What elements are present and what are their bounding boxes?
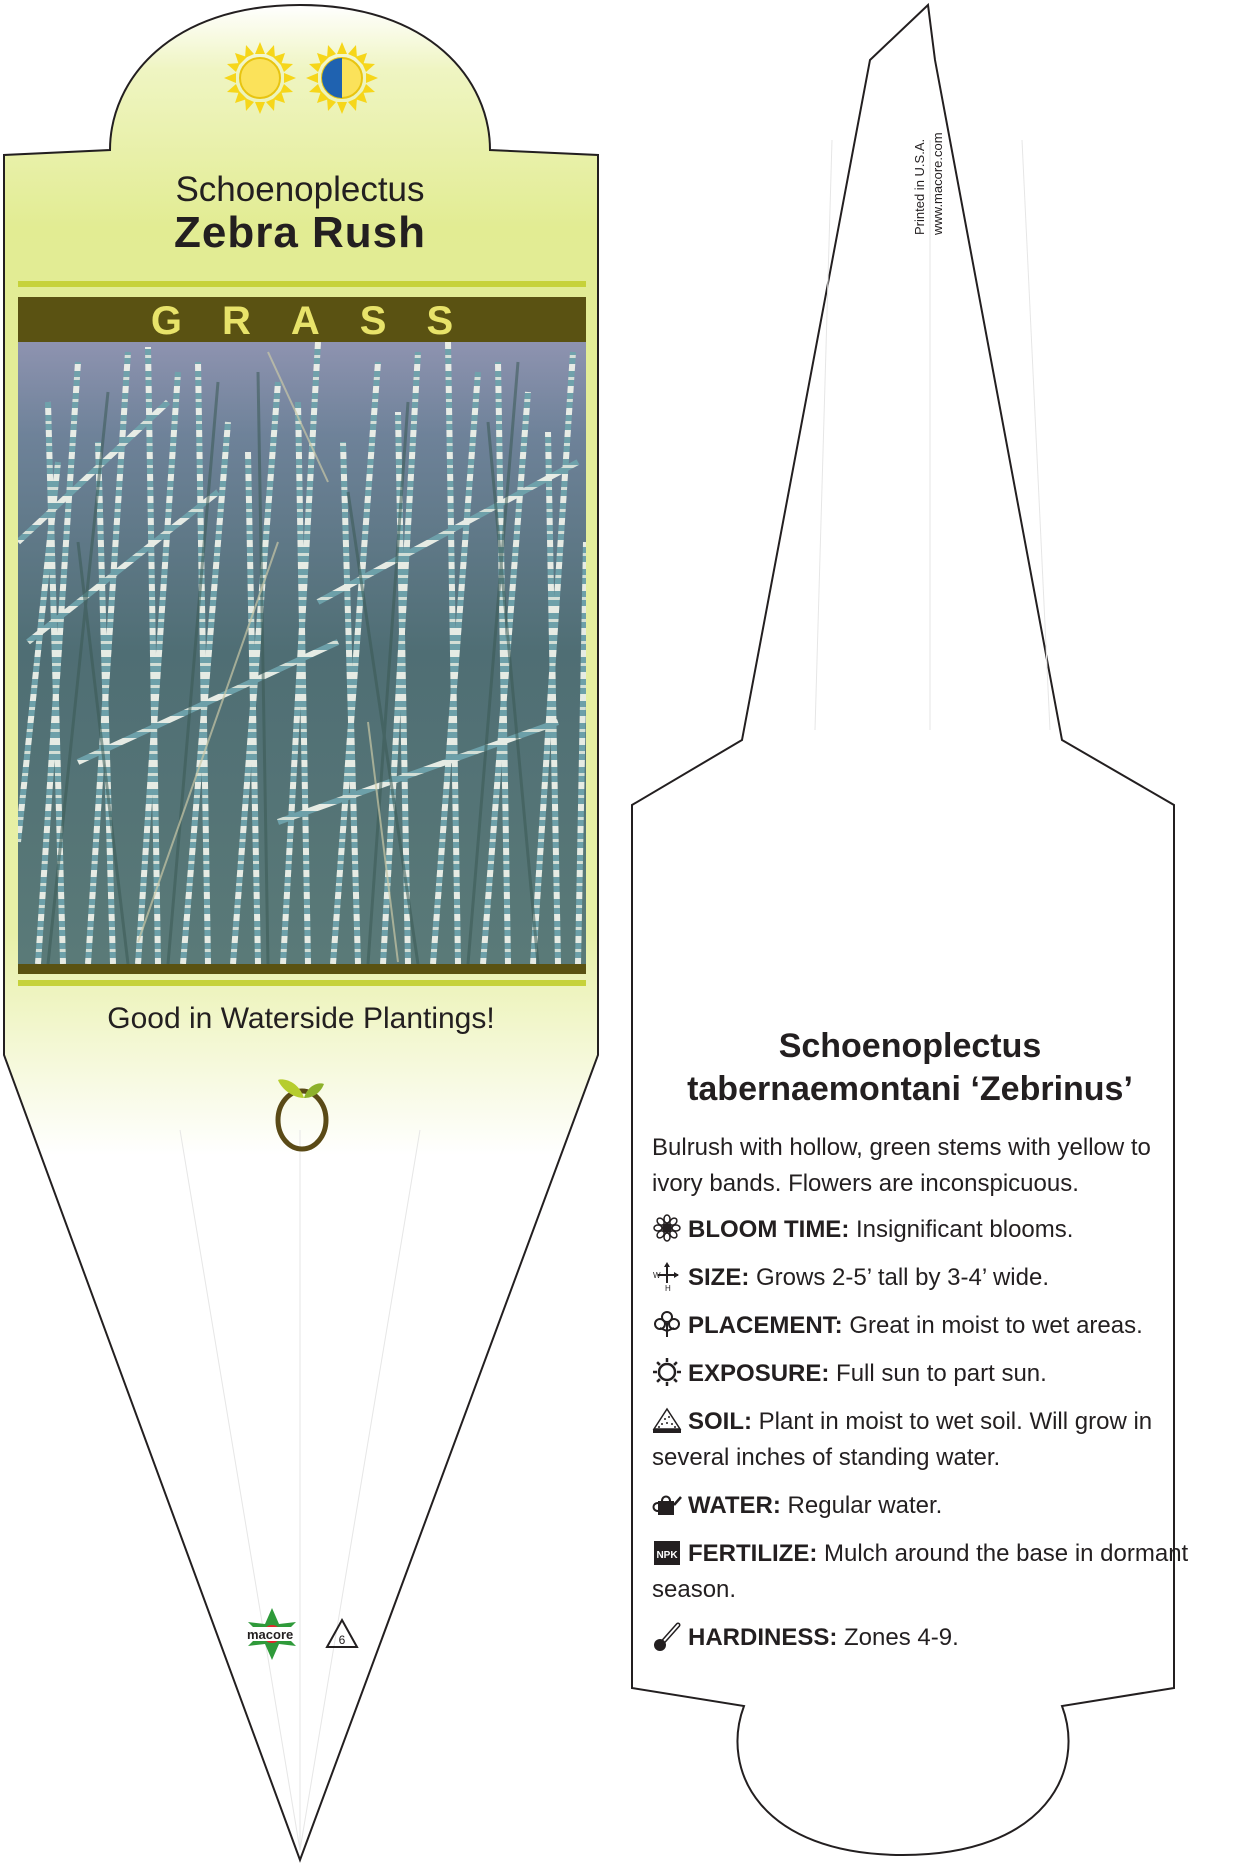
care-attribute-text: Zones 4-9. [837, 1624, 959, 1651]
recycle-code: 6 [338, 1633, 346, 1647]
npk-fertilizer-icon [652, 1537, 682, 1567]
sprout-logo [272, 1068, 332, 1152]
care-attribute-label: FERTILIZE: [688, 1540, 818, 1567]
front-sun-icons [222, 40, 382, 116]
care-attribute-bloom-time [652, 1212, 1200, 1248]
care-attribute-text: Regular water. [780, 1492, 943, 1519]
front-category-band: GRASS [150, 298, 494, 343]
care-attribute-label: WATER: [688, 1492, 781, 1519]
care-attribute-label: SIZE: [688, 1264, 750, 1291]
printed-in-usa: Printed in U.S.A. [912, 138, 927, 235]
back-botanical-name [640, 1025, 1180, 1111]
full-sun-icon [224, 42, 296, 114]
care-attribute-text: Great in moist to wet areas. [842, 1312, 1143, 1339]
macore-logo [244, 1606, 364, 1662]
website-url: www.macore.com [930, 132, 945, 235]
watering-can-icon [652, 1489, 682, 1519]
sun-exposure-icon [652, 1357, 682, 1387]
care-attribute-list [652, 1212, 1200, 1656]
care-attribute-text: Plant in moist to wet soil. Will grow in several inches of standing water. [652, 1408, 1153, 1471]
care-info [652, 1130, 1200, 1668]
front-tagline: Good in Waterside Plantings! [107, 1002, 495, 1035]
soil-pile-icon [652, 1405, 682, 1435]
plant-photo [18, 342, 586, 964]
care-attribute-label: EXPOSURE: [688, 1360, 830, 1387]
svg-text:NPK: NPK [656, 1550, 678, 1561]
flower-icon [652, 1213, 682, 1243]
macore-brand-text: macore [247, 1627, 294, 1642]
placement-plant-icon [652, 1309, 682, 1339]
part-sun-icon [306, 42, 378, 114]
front-genus-name: Schoenoplectus [175, 170, 425, 209]
care-attribute-fertilize [652, 1536, 1200, 1608]
front-common-name: Zebra Rush [173, 208, 427, 257]
back-title-line2: tabernaemontani ‘Zebrinus’ [687, 1070, 1133, 1108]
care-attribute-label: BLOOM TIME: [688, 1216, 850, 1243]
svg-text:W: W [653, 1271, 661, 1280]
care-attribute-text: Mulch around the base in dormant season. [652, 1540, 1189, 1603]
care-attribute-placement [652, 1308, 1200, 1344]
care-attribute-size [652, 1260, 1200, 1296]
svg-text:H: H [665, 1284, 671, 1291]
care-attribute-label: HARDINESS: [688, 1624, 838, 1651]
thermometer-icon [652, 1621, 682, 1651]
care-attribute-label: SOIL: [688, 1408, 752, 1435]
back-title-line1: Schoenoplectus [778, 1027, 1042, 1065]
printed-credit [912, 85, 952, 245]
care-attribute-text: Full sun to part sun. [829, 1360, 1047, 1387]
care-attribute-exposure [652, 1356, 1200, 1392]
care-attribute-text: Grows 2-5’ tall by 3-4’ wide. [749, 1264, 1050, 1291]
size-arrows-icon [652, 1261, 682, 1291]
care-attribute-label: PLACEMENT: [688, 1312, 843, 1339]
care-attribute-text: Insignificant blooms. [849, 1216, 1074, 1243]
plant-description: Bulrush with hollow, green stems with yellow to ivory bands. Flowers are inconspicuous. [652, 1134, 1151, 1197]
care-attribute-water [652, 1488, 1200, 1524]
care-attribute-soil [652, 1404, 1200, 1476]
recycle-icon [327, 1620, 357, 1647]
care-attribute-hardiness [652, 1620, 1200, 1656]
